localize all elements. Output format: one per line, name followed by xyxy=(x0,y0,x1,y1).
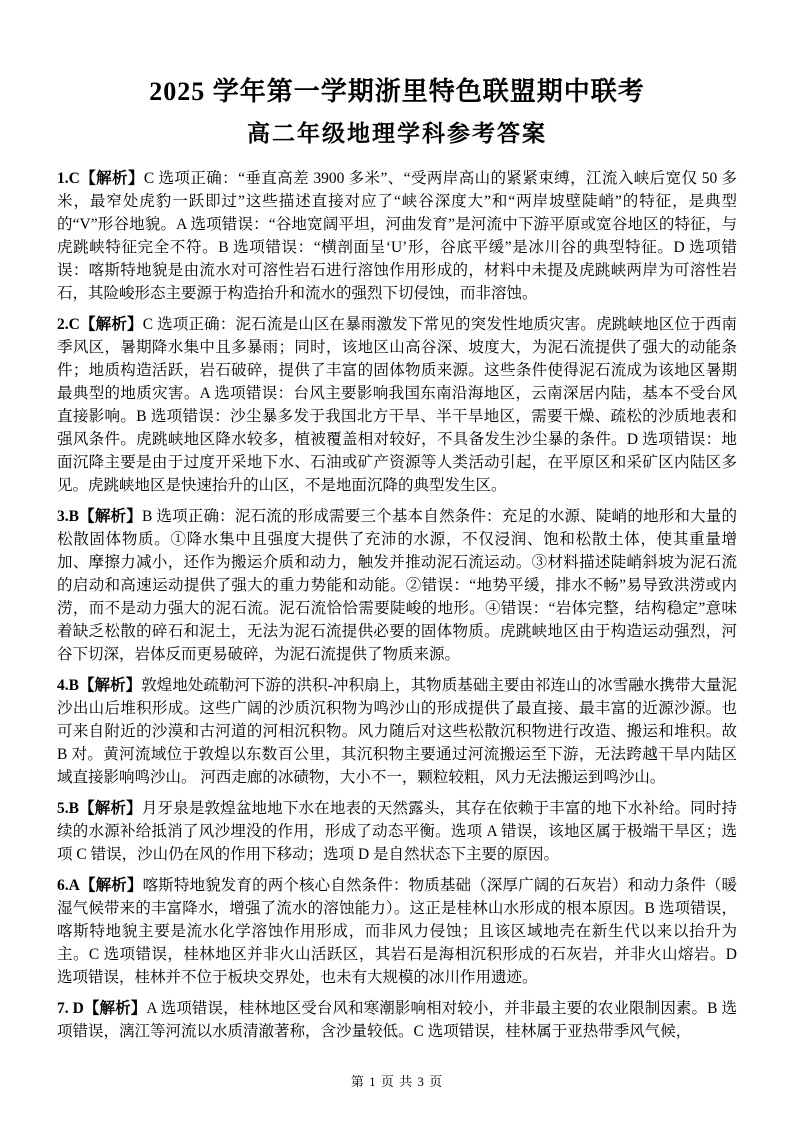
answer-item-5 xyxy=(57,797,737,866)
answer-item-2 xyxy=(57,313,737,497)
answer-text-5: 月牙泉是敦煌盆地地下水在地表的天然露头，其存在依赖于丰富的地下水补给。同时持续的水源补给抵消了风沙埋没的作用，形成了动态平衡。选项 A 错误，该地区属于极端干旱区；选项 C 错误，沙山仍在风的作用下移动；选项 D 是自然状态下主要的原因。 xyxy=(57,799,737,863)
answer-text-1: C 选项正确：“垂直高差 3900 多米”、“受两岸高山的紧紧束缚，江流入峡后宽仅 50 多米，最窄处虎豹一跃即过”这些描述直接对应了“峡谷深度大”和“两岸坡壁陡峭”的特征，是典型的“V”形谷地貌。A 选项错误：“谷地宽阔平坦，河曲发育”是河流中下游平原或宽谷地区的特征，与虎跳峡特征完全不符。B 选项错误：“横剖面呈‘U’形，谷底平缓”是冰川谷的典型特征。D 选项错误：喀斯特地貌是由流水对可溶性岩石进行溶蚀作用形成的，材料中未提及虎跳峡两岸为可溶性岩石，其险峻形态主要源于构造抬升和流水的强烈下切侵蚀，而非溶蚀。 xyxy=(57,169,737,302)
answer-label-1: 1.C【解析】 xyxy=(57,169,144,187)
answer-label-2: 2.C【解析】 xyxy=(57,315,143,333)
answer-label-3: 3.B【解析】 xyxy=(57,507,142,525)
document-subtitle: 高二年级地理学科参考答案 xyxy=(247,121,547,147)
page-footer: 第 1 页 共 3 页 xyxy=(350,1074,444,1089)
answers-body xyxy=(57,167,737,1043)
answer-text-7: A 选项错误，桂林地区受台风和寒潮影响相对较小，并非最主要的农业限制因素。B 选项错误，漓江等河流以水质清澈著称，含沙量较低。C 选项错误，桂林属于亚热带季风气候， xyxy=(57,999,737,1040)
answer-label-6: 6.A【解析】 xyxy=(57,876,143,894)
answer-label-4: 4.B【解析】 xyxy=(57,676,142,694)
answer-text-6: 喀斯特地貌发育的两个核心自然条件：物质基础（深厚广阔的石灰岩）和动力条件（暖湿气候带来的丰富降水，增强了流水的溶蚀能力）。这正是桂林山水形成的根本原因。B 选项错误，喀斯特地貌主要是流水化学溶蚀作用形成，而非风力侵蚀；且该区域地壳在新生代以来以抬升为主。C 选项错误，桂林地区并非火山活跃区，其岩石是海相沉积形成的石灰岩，并非火山熔岩。D 选项错误，桂林并不位于板块交界处，也未有大规模的冰川作用遗迹。 xyxy=(57,876,737,986)
answer-item-4 xyxy=(57,674,737,789)
answer-label-5: 5.B【解析】 xyxy=(57,799,142,817)
answer-text-3: B 选项正确：泥石流的形成需要三个基本自然条件：充足的水源、陡峭的地形和大量的松散固体物质。①降水集中且强度大提供了充沛的水源，不仅浸润、饱和松散土体，使其重量增加、摩擦力减小，还作为搬运介质和动力，触发并推动泥石流运动。③材料描述陡峭斜坡为泥石流的启动和高速运动提供了强大的重力势能和动能。②错误：“地势平缓，排水不畅”易导致洪涝或内涝，而不是动力强大的泥石流。泥石流恰恰需要陡峻的地形。④错误：“岩体完整，结构稳定”意味着缺乏松散的碎石和泥土，无法为泥石流提供必要的固体物质。虎跳峡地区由于构造运动强烈，河谷下切深，岩体反而更易破碎，为泥石流提供了物质来源。 xyxy=(57,507,738,663)
answer-item-1 xyxy=(57,167,737,305)
answer-item-3 xyxy=(57,505,737,666)
document-title: 2025 学年第一学期浙里特色联盟期中联考 xyxy=(149,77,645,106)
answer-item-7 xyxy=(57,997,737,1043)
answer-text-4: 敦煌地处疏勒河下游的洪积-冲积扇上，其物质基础主要由祁连山的冰雪融水携带大量泥沙出山后堆积形成。这些广阔的沙质沉积物为鸣沙山的形成提供了最直接、最丰富的近源沙源。也可来自附近的沙漠和古河道的河相沉积物。风力随后对这些松散沉积物进行改造、搬运和堆积。故 B 对。黄河流域位于敦煌以东数百公里，其沉积物主要通过河流搬运至下游，无法跨越干旱内陆区域直接影响鸣沙山。 河西走廊的冰碛物，大小不一，颗粒较粗，风力无法搬运到鸣沙山。 xyxy=(57,676,737,786)
answer-text-2: C 选项正确：泥石流是山区在暴雨激发下常见的突发性地质灾害。虎跳峡地区位于西南季风区，暑期降水集中且多暴雨；同时，该地区山高谷深、坡度大，为泥石流提供了强大的动能条件；地质构造活跃，岩石破碎，提供了丰富的固体物质来源。这些条件使得泥石流成为该地区暑期最典型的地质灾害。A 选项错误：台风主要影响我国东南沿海地区，云南深居内陆，基本不受台风直接影响。B 选项错误：沙尘暴多发于我国北方干旱、半干旱地区，需要干燥、疏松的沙质地表和强风条件。虎跳峡地区降水较多，植被覆盖相对较好，不具备发生沙尘暴的条件。D 选项错误：地面沉降主要是由于过度开采地下水、石油或矿产资源等人类活动引起，在平原区和采矿区内陆区多见。虎跳峡地区是快速抬升的山区，不是地面沉降的典型发生区。 xyxy=(57,315,738,494)
answer-label-7: 7. D【解析】 xyxy=(57,999,147,1017)
answer-item-6 xyxy=(57,874,737,989)
